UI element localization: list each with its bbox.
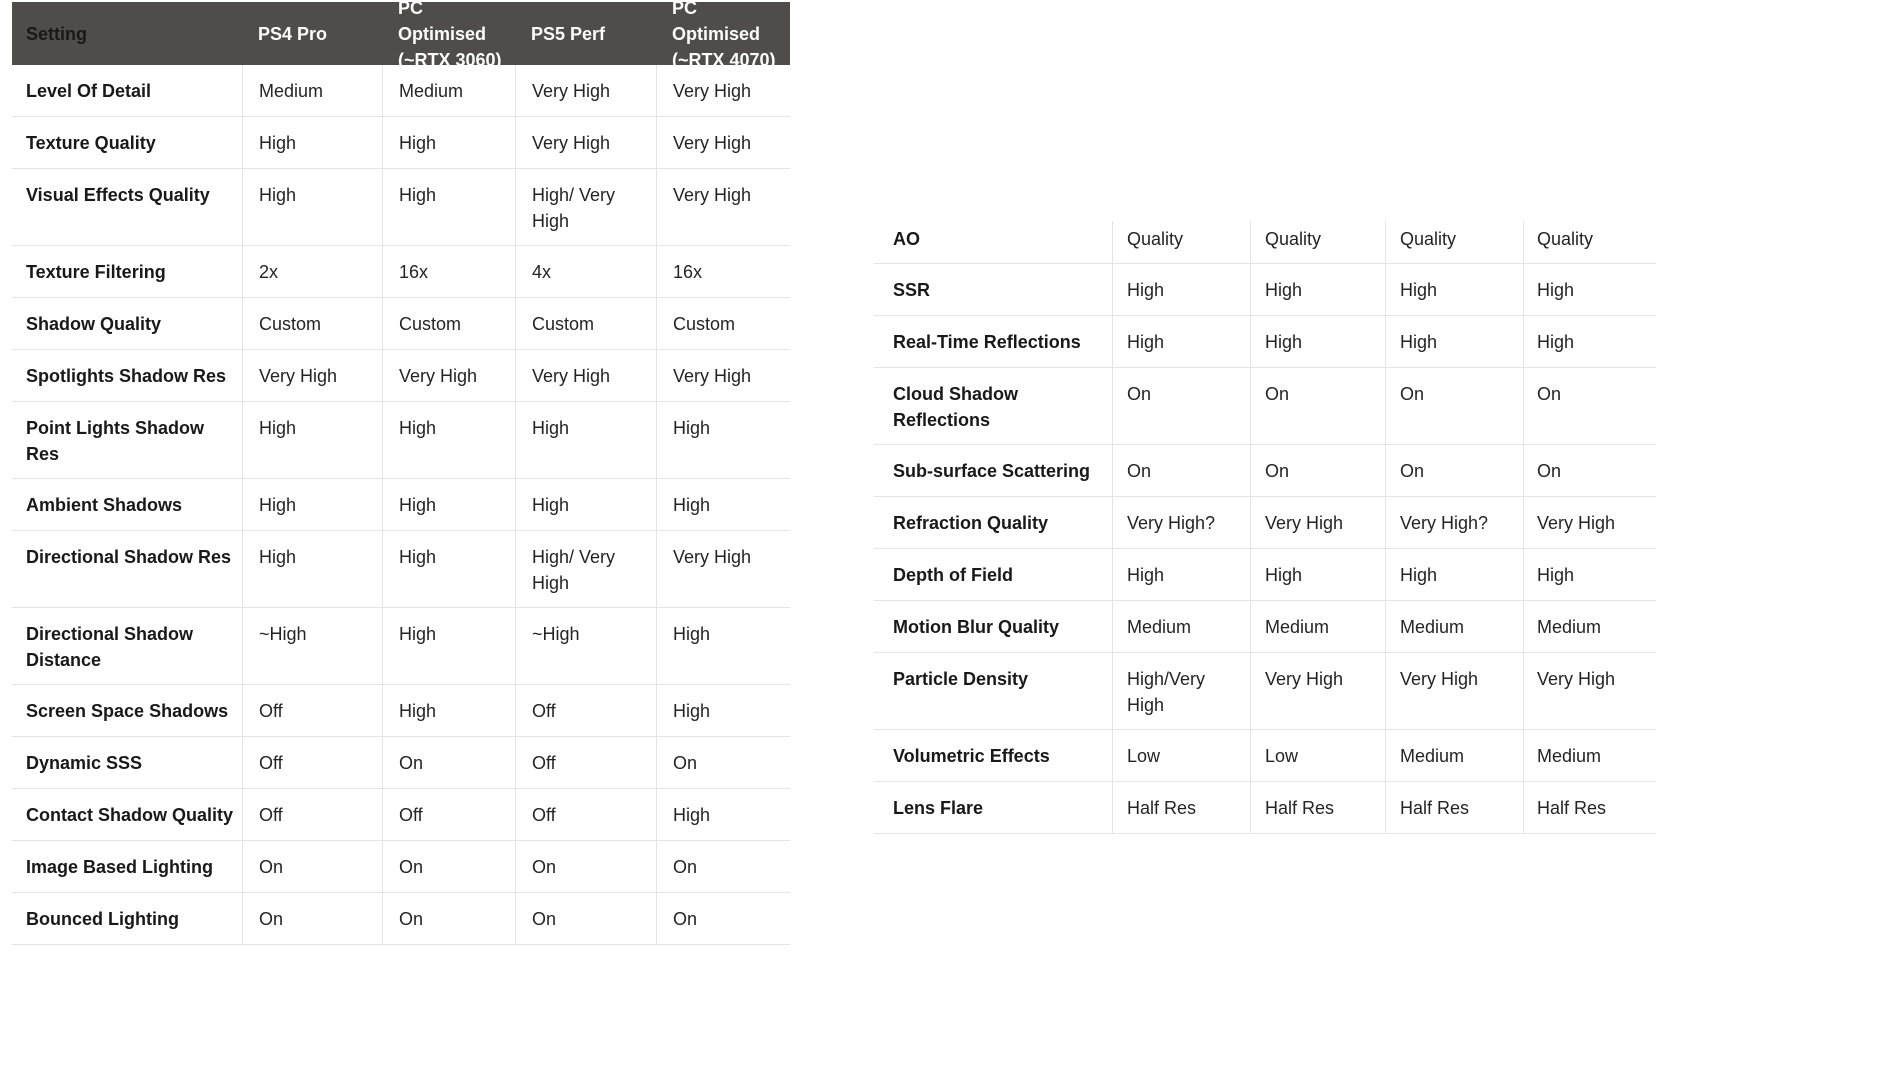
setting-value: On xyxy=(242,893,382,944)
setting-value: Off xyxy=(382,789,515,840)
setting-value: Medium xyxy=(1112,601,1250,652)
setting-value: High xyxy=(656,789,790,840)
setting-value: Off xyxy=(242,789,382,840)
setting-label: Visual Effects Quality xyxy=(26,185,210,205)
setting-value: High xyxy=(1385,549,1523,600)
setting-value: Custom xyxy=(242,298,382,349)
setting-label: Volumetric Effects xyxy=(893,746,1050,766)
setting-value: Quality xyxy=(1250,221,1385,263)
setting-value: Medium xyxy=(242,65,382,116)
setting-value: Very High xyxy=(1250,497,1385,548)
setting-label: SSR xyxy=(893,280,931,300)
setting-value: High xyxy=(382,479,515,530)
setting-value: High xyxy=(1523,316,1656,367)
setting-label: Shadow Quality xyxy=(26,314,162,334)
setting-label: Particle Density xyxy=(893,669,1029,689)
setting-value: High xyxy=(382,117,515,168)
column-header-pc-rtx-3060: PC Optimised (~RTX 3060) xyxy=(398,0,502,70)
setting-value: High xyxy=(382,402,515,478)
setting-value: High xyxy=(382,685,515,736)
setting-label: Depth of Field xyxy=(893,565,1013,585)
setting-value: Very High xyxy=(1385,653,1523,729)
setting-value: ~High xyxy=(242,608,382,684)
setting-label: Bounced Lighting xyxy=(26,909,179,929)
setting-label: Screen Space Shadows xyxy=(26,701,229,721)
setting-value: Quality xyxy=(1385,221,1523,263)
setting-value: Medium xyxy=(382,65,515,116)
setting-value: Off xyxy=(515,737,656,788)
setting-value: Very High xyxy=(656,117,790,168)
setting-value: High xyxy=(1112,549,1250,600)
setting-value: High xyxy=(242,169,382,245)
table-row xyxy=(12,789,790,841)
table-row xyxy=(12,531,790,608)
table-row xyxy=(12,737,790,789)
setting-label: Sub-surface Scattering xyxy=(893,461,1091,481)
setting-value: On xyxy=(656,841,790,892)
setting-value: High xyxy=(656,608,790,684)
setting-value: High xyxy=(515,402,656,478)
setting-value: Very High xyxy=(656,65,790,116)
setting-value: Half Res xyxy=(1385,782,1523,833)
table-row xyxy=(874,653,1656,730)
setting-value: On xyxy=(515,841,656,892)
table-row xyxy=(12,479,790,531)
setting-value: High xyxy=(242,117,382,168)
table-row xyxy=(874,782,1656,834)
setting-value: High xyxy=(1385,316,1523,367)
table-row xyxy=(12,169,790,246)
setting-value: High xyxy=(242,402,382,478)
setting-value: Off xyxy=(515,789,656,840)
setting-value: Custom xyxy=(656,298,790,349)
setting-value: Medium xyxy=(1385,730,1523,781)
setting-value: Off xyxy=(242,685,382,736)
setting-value: Medium xyxy=(1385,601,1523,652)
table-row xyxy=(874,316,1656,368)
setting-value: On xyxy=(242,841,382,892)
setting-value: Very High xyxy=(656,169,790,245)
setting-value: Very High xyxy=(515,65,656,116)
setting-value: Quality xyxy=(1112,221,1250,263)
table-row xyxy=(12,841,790,893)
column-header-ps5-perf: PS5 Perf xyxy=(531,23,606,44)
setting-value: Very High? xyxy=(1385,497,1523,548)
setting-value: Half Res xyxy=(1250,782,1385,833)
column-header-ps4-pro: PS4 Pro xyxy=(258,23,328,44)
table-row xyxy=(874,445,1656,497)
setting-label: Spotlights Shadow Res xyxy=(26,366,227,386)
table-row xyxy=(12,65,790,117)
setting-value: ~High xyxy=(515,608,656,684)
setting-value: Very High xyxy=(1523,497,1656,548)
setting-value: High/ Very High xyxy=(515,531,656,607)
setting-value: High xyxy=(1250,316,1385,367)
setting-label: Contact Shadow Quality xyxy=(26,805,234,825)
setting-value: Medium xyxy=(1523,601,1656,652)
table-row xyxy=(12,298,790,350)
setting-value: Medium xyxy=(1523,730,1656,781)
graphics-settings-table-right xyxy=(874,221,1656,834)
setting-value: High xyxy=(1250,264,1385,315)
table-row xyxy=(12,685,790,737)
setting-label: Cloud Shadow Reflections xyxy=(893,384,1018,430)
setting-value: Low xyxy=(1250,730,1385,781)
setting-value: Custom xyxy=(382,298,515,349)
setting-value: Very High? xyxy=(1112,497,1250,548)
setting-value: On xyxy=(1112,368,1250,444)
table-row xyxy=(12,402,790,479)
setting-value: High xyxy=(1523,549,1656,600)
setting-value: 16x xyxy=(382,246,515,297)
setting-value: High xyxy=(382,531,515,607)
setting-label: Refraction Quality xyxy=(893,513,1049,533)
setting-value: High xyxy=(515,479,656,530)
setting-value: On xyxy=(1523,368,1656,444)
table-body xyxy=(12,65,790,945)
setting-label: Point Lights Shadow Res xyxy=(26,418,204,464)
setting-value: On xyxy=(656,737,790,788)
setting-value: Half Res xyxy=(1112,782,1250,833)
setting-value: Very High xyxy=(1523,653,1656,729)
setting-value: Quality xyxy=(1523,221,1656,263)
setting-value: On xyxy=(1523,445,1656,496)
table-row xyxy=(12,117,790,169)
setting-value: Very High xyxy=(382,350,515,401)
setting-value: On xyxy=(1385,445,1523,496)
setting-value: High xyxy=(382,608,515,684)
table-row xyxy=(874,221,1656,264)
table-row xyxy=(12,350,790,402)
setting-label: Dynamic SSS xyxy=(26,753,143,773)
setting-value: Very High xyxy=(515,350,656,401)
setting-label: Real-Time Reflections xyxy=(893,332,1081,352)
setting-value: Very High xyxy=(515,117,656,168)
setting-label: AO xyxy=(893,229,920,249)
setting-value: On xyxy=(656,893,790,944)
graphics-settings-table-left xyxy=(12,2,790,945)
setting-value: High xyxy=(656,685,790,736)
setting-value: On xyxy=(1385,368,1523,444)
setting-value: Half Res xyxy=(1523,782,1656,833)
table-row xyxy=(874,549,1656,601)
setting-value: High xyxy=(1112,316,1250,367)
table-row xyxy=(12,893,790,945)
setting-value: High xyxy=(1385,264,1523,315)
setting-label: Texture Filtering xyxy=(26,262,166,282)
setting-value: On xyxy=(382,737,515,788)
setting-value: High xyxy=(382,169,515,245)
setting-value: High xyxy=(1112,264,1250,315)
setting-value: 2x xyxy=(242,246,382,297)
setting-value: Off xyxy=(515,685,656,736)
setting-label: Level Of Detail xyxy=(26,81,152,101)
column-header-pc-rtx-4070: PC Optimised (~RTX 4070) xyxy=(672,0,776,70)
setting-value: Low xyxy=(1112,730,1250,781)
table-row xyxy=(12,246,790,298)
setting-value: Very High xyxy=(656,531,790,607)
table-row xyxy=(874,601,1656,653)
setting-value: On xyxy=(1250,445,1385,496)
setting-value: 16x xyxy=(656,246,790,297)
setting-value: High xyxy=(1523,264,1656,315)
setting-value: High/ Very High xyxy=(515,169,656,245)
setting-value: Medium xyxy=(1250,601,1385,652)
setting-value: High xyxy=(1250,549,1385,600)
setting-label: Motion Blur Quality xyxy=(893,617,1059,637)
setting-value: On xyxy=(382,841,515,892)
table-row xyxy=(874,497,1656,549)
setting-value: High/Very High xyxy=(1112,653,1250,729)
setting-value: On xyxy=(382,893,515,944)
setting-label: Texture Quality xyxy=(26,133,156,153)
setting-label: Lens Flare xyxy=(893,798,984,818)
setting-label: Directional Shadow Res xyxy=(26,547,232,567)
setting-value: High xyxy=(656,479,790,530)
setting-value: Very High xyxy=(242,350,382,401)
setting-label: Image Based Lighting xyxy=(26,857,214,877)
table-header-row xyxy=(12,0,790,70)
setting-value: 4x xyxy=(515,246,656,297)
setting-label: Ambient Shadows xyxy=(26,495,183,515)
setting-value: Off xyxy=(242,737,382,788)
table-body xyxy=(874,221,1656,834)
table-row xyxy=(12,608,790,685)
setting-label: Directional Shadow Distance xyxy=(26,624,194,670)
table-row xyxy=(874,264,1656,316)
setting-value: High xyxy=(656,402,790,478)
setting-value: On xyxy=(515,893,656,944)
table-row xyxy=(874,368,1656,445)
setting-value: High xyxy=(242,479,382,530)
setting-value: Custom xyxy=(515,298,656,349)
setting-value: Very High xyxy=(1250,653,1385,729)
table-row xyxy=(874,730,1656,782)
setting-value: On xyxy=(1250,368,1385,444)
column-header-setting: Setting xyxy=(26,23,87,44)
setting-value: High xyxy=(242,531,382,607)
setting-value: On xyxy=(1112,445,1250,496)
setting-value: Very High xyxy=(656,350,790,401)
